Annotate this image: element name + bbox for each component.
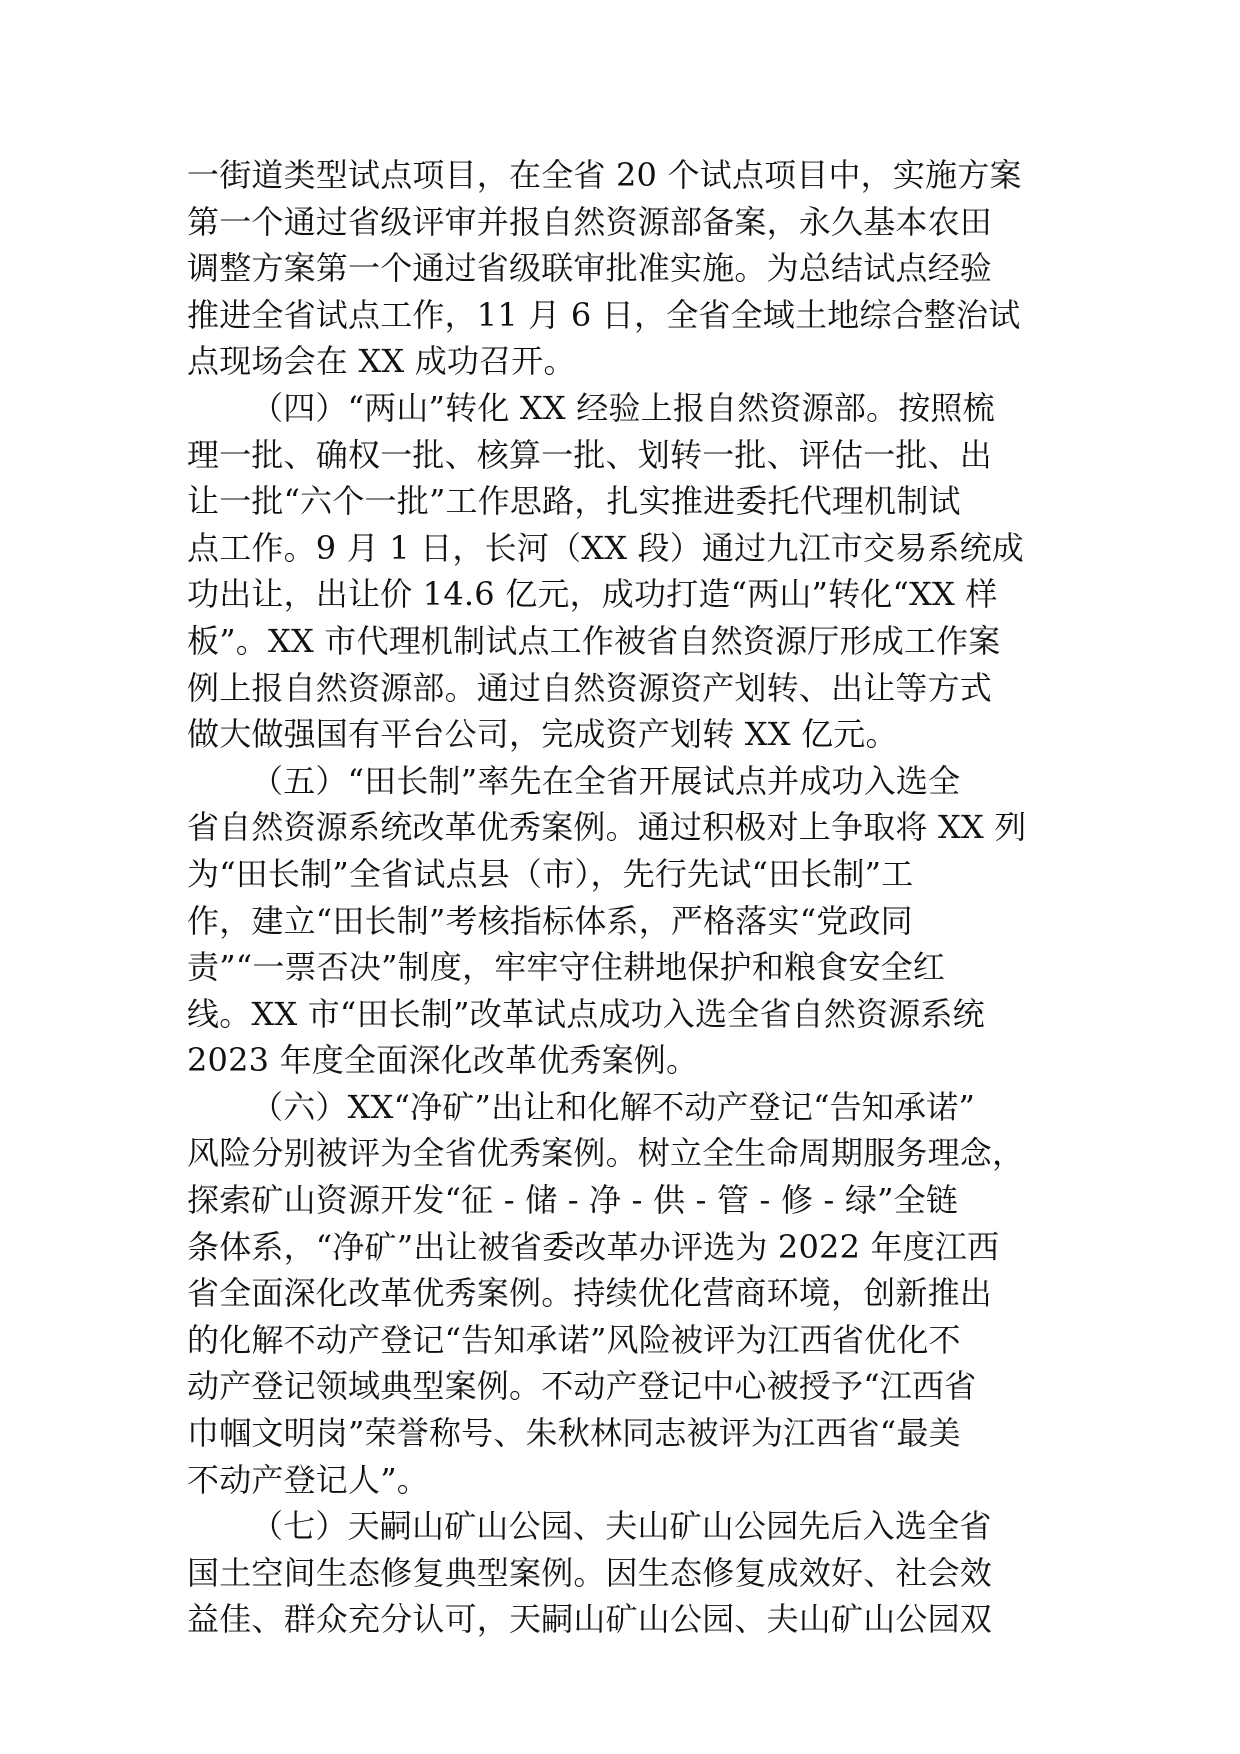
text-line: 省全面深化改革优秀案例。持续优化营商环境，创新推出 bbox=[187, 1274, 993, 1313]
text-line: 条体系，“净矿”出让被省委改革办评选为 2022 年度江西 bbox=[187, 1227, 1000, 1266]
text-line: 不动产登记人”。 bbox=[187, 1460, 429, 1499]
text-line: 省自然资源系统改革优秀案例。通过积极对上争取将 XX 列 bbox=[187, 808, 1027, 847]
text-line: 做大做强国有平台公司，完成资产划转 XX 亿元。 bbox=[187, 715, 898, 754]
text-line: 探索矿山资源开发“征 - 储 - 净 - 供 - 管 - 修 - 绿”全链 bbox=[187, 1181, 959, 1220]
section-heading-line: （四）“两山”转化 XX 经验上报自然资源部。按照梳 bbox=[251, 388, 995, 427]
paragraph-section-six bbox=[187, 1084, 1057, 1503]
text-line: 2023 年度全面深化改革优秀案例。 bbox=[187, 1041, 699, 1080]
text-line: 一街道类型试点项目，在全省 20 个试点项目中，实施方案 bbox=[187, 156, 1022, 194]
text-line: 国土空间生态修复典型案例。因生态修复成效好、社会效 bbox=[187, 1553, 993, 1592]
text-line: 点现场会在 XX 成功召开。 bbox=[187, 342, 576, 381]
document-body bbox=[187, 152, 1057, 1643]
text-line: 理一批、确权一批、核算一批、划转一批、评估一批、出 bbox=[187, 435, 993, 474]
paragraph-section-four bbox=[187, 385, 1057, 758]
text-line: 巾帼文明岗”荣誉称号、朱秋林同志被评为江西省“最美 bbox=[187, 1414, 961, 1453]
text-line: 作，建立“田长制”考核指标体系，严格落实“党政同 bbox=[187, 901, 913, 940]
text-line: 点工作。9 月 1 日，长河（XX 段）通过九江市交易系统成 bbox=[187, 528, 1024, 567]
text-line: 板”。XX 市代理机制试点工作被省自然资源厅形成工作案 bbox=[187, 621, 1001, 660]
section-heading-line: （七）天嗣山矿山公园、夫山矿山公园先后入选全省 bbox=[251, 1507, 992, 1546]
text-line: 为“田长制”全省试点县（市），先行先试“田长制”工 bbox=[187, 854, 914, 893]
text-line: 的化解不动产登记“告知承诺”风险被评为江西省优化不 bbox=[187, 1320, 961, 1359]
text-line: 线。XX 市“田长制”改革试点成功入选全省自然资源系统 bbox=[187, 994, 985, 1033]
text-line: 推进全省试点工作，11 月 6 日，全省全域土地综合整治试 bbox=[187, 295, 1021, 334]
text-line: 调整方案第一个通过省级联审批准实施。为总结试点经验 bbox=[187, 249, 993, 288]
text-line: 责”“一票否决”制度，牢牢守住耕地保护和粮食安全红 bbox=[187, 948, 946, 987]
paragraph-continuation bbox=[187, 152, 1057, 385]
paragraph-section-five bbox=[187, 758, 1057, 1084]
text-line: 让一批“六个一批”工作思路，扎实推进委托代理机制试 bbox=[187, 482, 961, 521]
text-line: 功出让，出让价 14.6 亿元，成功打造“两山”转化“XX 样 bbox=[187, 575, 998, 614]
section-heading-line: （六）XX“净矿”出让和化解不动产登记“告知承诺” bbox=[251, 1087, 976, 1126]
text-line: 益佳、群众充分认可，天嗣山矿山公园、夫山矿山公园双 bbox=[187, 1600, 993, 1639]
text-line: 风险分别被评为全省优秀案例。树立全生命周期服务理念， bbox=[187, 1134, 1025, 1173]
text-line: 动产登记领域典型案例。不动产登记中心被授予“江西省 bbox=[187, 1367, 977, 1406]
text-line: 例上报自然资源部。通过自然资源资产划转、出让等方式 bbox=[187, 668, 993, 707]
section-heading-line: （五）“田长制”率先在全省开展试点并成功入选全 bbox=[251, 761, 961, 800]
paragraph-section-seven bbox=[187, 1503, 1057, 1643]
text-line: 第一个通过省级评审并报自然资源部备案，永久基本农田 bbox=[187, 202, 993, 241]
